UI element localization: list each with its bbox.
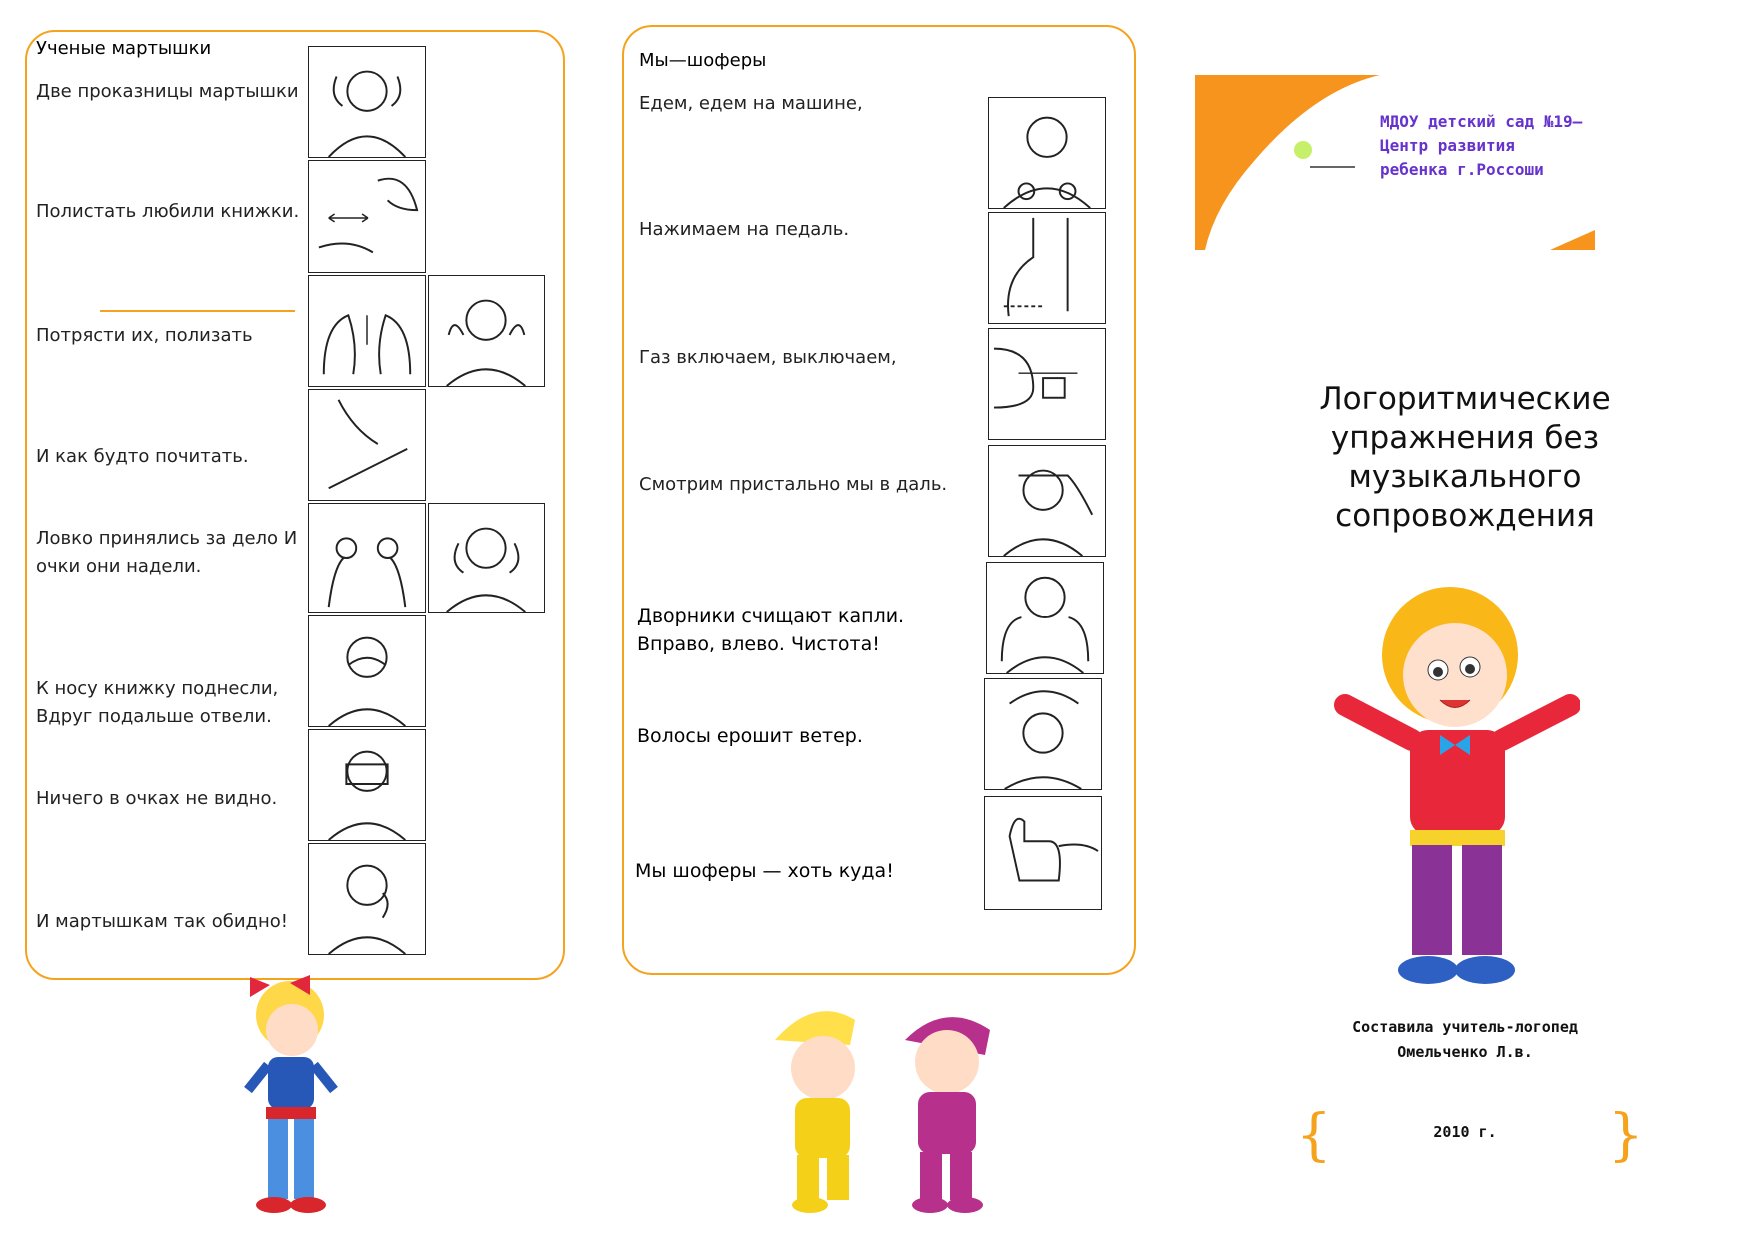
verse-line: Нажимаем на педаль. <box>639 219 850 240</box>
exercise-illustration <box>428 275 545 387</box>
exercise-illustration <box>986 562 1104 674</box>
exercise-illustration <box>308 46 426 158</box>
orange-divider <box>100 310 295 312</box>
verse-line: Две проказницы мартышки <box>36 81 299 102</box>
left-brace-ornament: { <box>1296 1103 1332 1168</box>
brochure-title: Логоритмические упражнения без музыкального сопровождения <box>1319 381 1611 534</box>
left-panel-title: Ученые мартышки <box>36 38 212 59</box>
exercise-illustration <box>988 97 1106 209</box>
exercise-illustration <box>988 445 1106 557</box>
verse-line: Газ включаем, выключаем, <box>639 347 897 368</box>
exercise-illustration <box>988 212 1106 324</box>
verse-line: Мы шоферы — хоть куда! <box>635 860 894 882</box>
exercise-illustration <box>988 328 1106 440</box>
middle-panel-title: Мы—шоферы <box>639 50 767 71</box>
verse-line: И мартышкам так обидно! <box>36 911 288 932</box>
exercise-illustration <box>308 729 426 841</box>
exercise-illustration <box>308 160 426 273</box>
verse-line: К носу книжку поднесли, Вдруг подальше отвели. <box>36 678 279 727</box>
verse-line: Смотрим пристально мы в даль. <box>639 474 948 495</box>
verse-line: И как будто почитать. <box>36 446 249 467</box>
exercise-illustration <box>984 678 1102 790</box>
verse-line: Полистать любили книжки. <box>36 201 300 222</box>
exercise-illustration <box>308 843 426 955</box>
right-brace-ornament: } <box>1608 1103 1644 1168</box>
exercise-illustration <box>308 275 426 387</box>
verse-line: Потрясти их, полизать <box>36 325 253 346</box>
exercise-illustration <box>984 796 1102 910</box>
verse-line: Ловко принялись за дело И очки они надели. <box>36 528 298 577</box>
exercise-illustration <box>308 389 426 501</box>
publication-year: 2010 г. <box>1433 1123 1497 1141</box>
girl-cartoon-illustration <box>230 975 350 1225</box>
exercise-illustration <box>308 615 426 727</box>
organization-name: МДОУ детский сад №19— Центр развития ребенка г.Россоши <box>1380 112 1583 179</box>
verse-line: Ничего в очках не видно. <box>36 788 278 809</box>
exercise-illustration <box>428 503 545 613</box>
verse-line: Дворники счищают капли. Вправо, влево. Чистота! <box>637 605 905 655</box>
verse-line: Волосы ерошит ветер. <box>637 725 863 747</box>
exercise-illustration <box>308 503 426 613</box>
verse-line: Едем, едем на машине, <box>639 93 863 114</box>
boy-cartoon-illustration <box>1330 575 1580 995</box>
gnome-children-illustration <box>755 1000 1025 1220</box>
author-credit: Составила учитель-логопед Омельченко Л.в. <box>1352 1018 1578 1061</box>
